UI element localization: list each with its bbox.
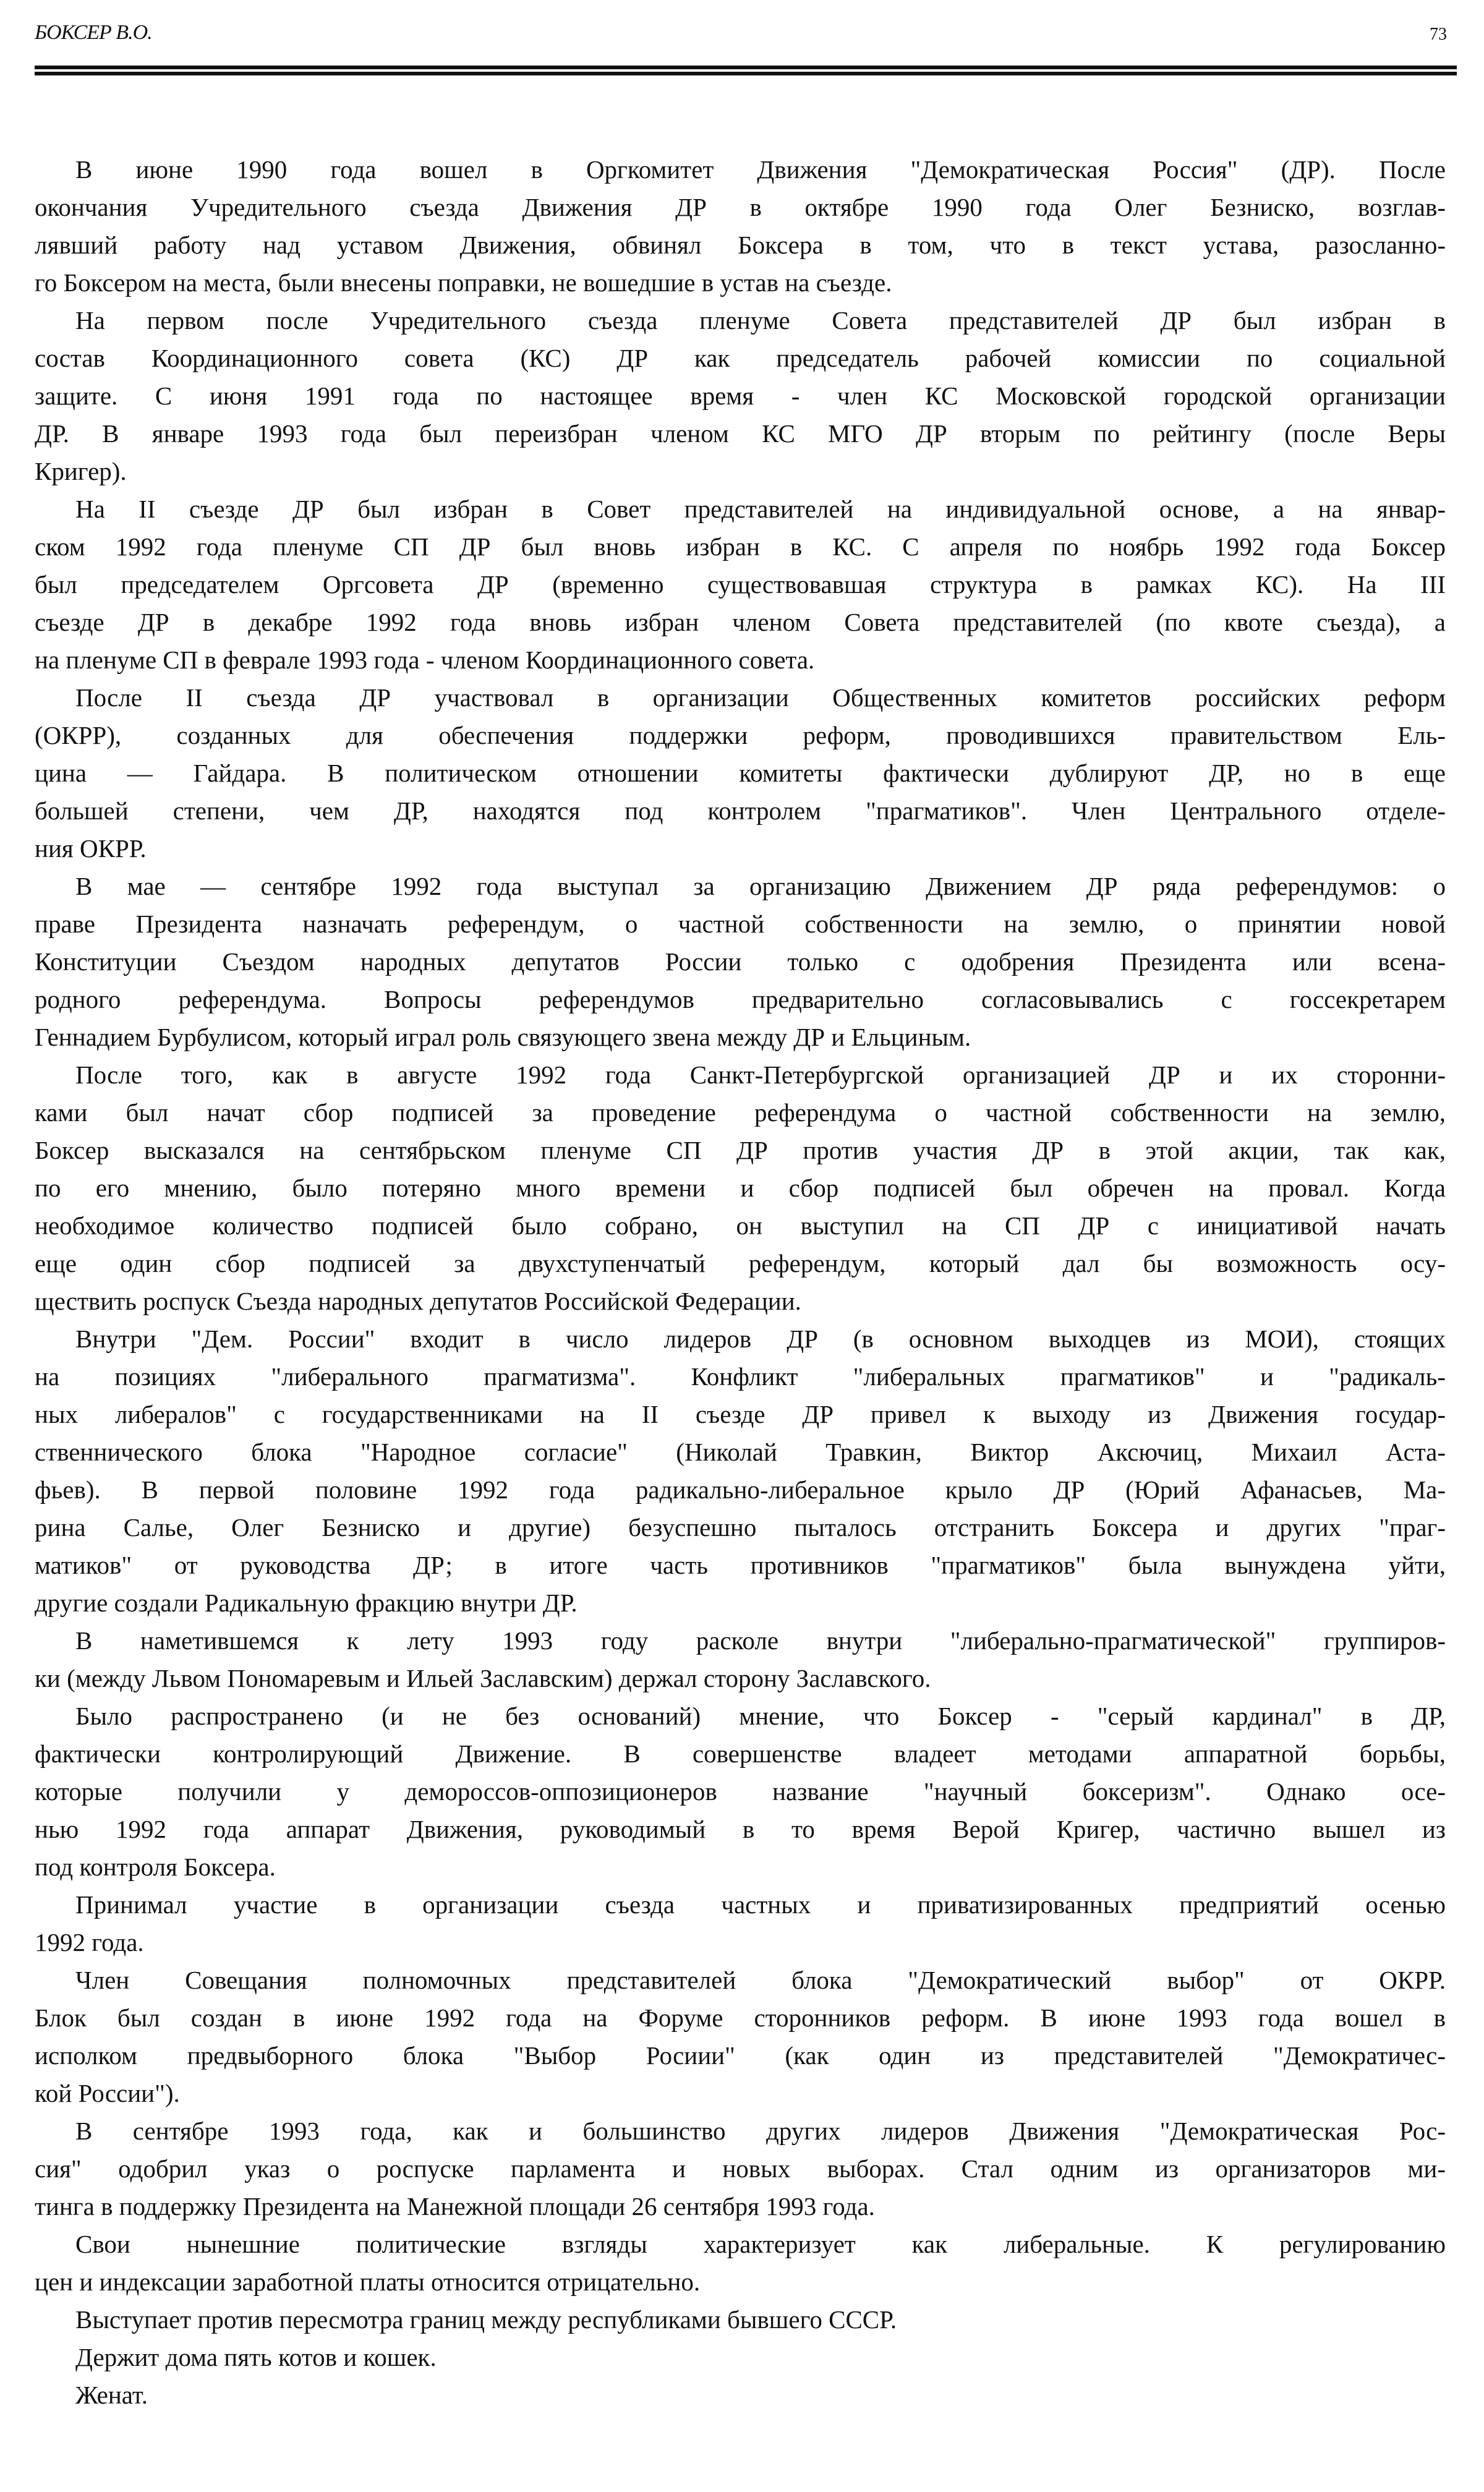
text-line: Боксер высказался на сентябрьском пленуме СП ДР против участия ДР в этой акции, так как, (35, 1136, 1446, 1164)
text-line: на пленуме СП в феврале 1993 года - членом Координационного совета. (35, 646, 815, 674)
text-line: После того, как в августе 1992 года Санкт-Петербургской организацией ДР и их сторонни- (75, 1060, 1446, 1089)
text-line: защите. С июня 1991 года по настоящее время - член КС Московской городской организации (35, 382, 1446, 410)
paragraph (35, 151, 1446, 302)
text-line: В сентябре 1993 года, как и большинство других лидеров Движения "Демократическая Рос- (75, 2117, 1446, 2145)
text-line: Геннадием Бурбулисом, который играл роль связующего звена между ДР и Ельциным. (35, 1023, 971, 1051)
text-line: Принимал участие в организации съезда частных и приватизированных предприятий осенью (75, 1890, 1446, 1919)
text-line: состав Координационного совета (КС) ДР как председатель рабочей комиссии по социальной (35, 344, 1446, 372)
text-line: В июне 1990 года вошел в Оргкомитет Движения "Демократическая Россия" (ДР). После (75, 155, 1446, 184)
text-line: фьев). В первой половине 1992 года радикально-либеральное крыло ДР (Юрий Афанасьев, Ма- (35, 1475, 1446, 1504)
text-line: (ОКРР), созданных для обеспечения поддержки реформ, проводившихся правительством Ель- (35, 721, 1446, 749)
text-line: Держит дома пять котов и кошек. (75, 2343, 437, 2371)
paragraph (35, 2112, 1446, 2225)
text-line: на позициях "либерального прагматизма". Конфликт "либеральных прагматиков" и "радикаль- (35, 1362, 1446, 1391)
paragraph (35, 1622, 1446, 1697)
text-line: другие создали Радикальную фракцию внутри ДР. (35, 1589, 578, 1617)
text-line: по его мнению, было потеряно много времени и сбор подписей был обречен на провал. Когда (35, 1174, 1446, 1202)
text-line: В наметившемся к лету 1993 году расколе внутри "либерально-прагматической" группиров- (75, 1626, 1446, 1655)
page-number: 73 (1430, 25, 1447, 44)
paragraph (35, 1961, 1446, 2112)
text-line: праве Президента назначать референдум, о частной собственности на землю, о принятии новой (35, 910, 1446, 938)
paragraph (35, 2225, 1446, 2301)
text-line: ственнического блока "Народное согласие" (Николай Травкин, Виктор Аксючиц, Михаил Аста- (35, 1438, 1446, 1466)
text-line: Было распространено (и не без оснований) мнение, что Боксер - "серый кардинал" в ДР, (75, 1702, 1446, 1730)
running-header-title: БОКСЕР В.О. (35, 21, 152, 44)
text-line: Женат. (75, 2381, 148, 2409)
text-line: ществить роспуск Съезда народных депутатов Российской Федерации. (35, 1287, 801, 1315)
paragraph (35, 2376, 1446, 2414)
text-line: Блок был создан в июне 1992 года на Форуме сторонников реформ. В июне 1993 года вошел в (35, 2003, 1446, 2032)
header-rule-top (35, 66, 1457, 69)
text-line: лявший работу над уставом Движения, обвинял Боксера в том, что в текст устава, разосланно- (35, 231, 1446, 259)
text-line: Член Совещания полномочных представителей блока "Демократический выбор" от ОКРР. (75, 1966, 1446, 1994)
text-line: ки (между Львом Пономаревым и Ильей Заславским) держал сторону Заславского. (35, 1664, 931, 1692)
paragraph (35, 1320, 1446, 1622)
text-line: ском 1992 года пленуме СП ДР был вновь избран в КС. С апреля по ноябрь 1992 года Боксер (35, 532, 1446, 561)
text-line: После II съезда ДР участвовал в организации Общественных комитетов российских реформ (75, 683, 1446, 712)
paragraph (35, 1056, 1446, 1320)
text-line: Внутри "Дем. России" входит в число лидеров ДР (в основном выходцев из МОИ), стоящих (75, 1325, 1446, 1353)
text-line: Конституции Съездом народных депутатов России только с одобрения Президента или всена- (35, 947, 1446, 976)
text-line: окончания Учредительного съезда Движения ДР в октябре 1990 года Олег Безниско, возглав- (35, 193, 1446, 221)
text-line: сия" одобрил указ о роспуске парламента и новых выборах. Стал одним из организаторов ми- (35, 2154, 1446, 2183)
paragraph (35, 2301, 1446, 2339)
text-line: рина Салье, Олег Безниско и другие) безуспешно пыталось отстранить Боксера и других "праг- (35, 1513, 1446, 1542)
text-line: родного референдума. Вопросы референдумов предварительно согласовывались с госсекретарем (35, 985, 1446, 1013)
text-line: В мае — сентябре 1992 года выступал за организацию Движением ДР ряда референдумов: о (75, 872, 1446, 900)
text-line: съезде ДР в декабре 1992 года вновь избран членом Совета представителей (по квоте съезда), а (35, 608, 1446, 636)
document-body (35, 151, 1446, 2414)
text-line: ния ОКРР. (35, 834, 147, 863)
paragraph (35, 1886, 1446, 1961)
text-line: ных либералов" с государственниками на II съезде ДР привел к выходу из Движения государ- (35, 1400, 1446, 1428)
text-line: матиков" от руководства ДР; в итоге часть противников "прагматиков" была вынуждена уйти, (35, 1551, 1446, 1579)
paragraph (35, 868, 1446, 1056)
text-line: исполком предвыборного блока "Выбор Росиии" (как один из представителей "Демократичес- (35, 2041, 1446, 2070)
text-line: На II съезде ДР был избран в Совет представителей на индивидуальной основе, а на январ- (75, 495, 1446, 523)
text-line: цен и индексации заработной платы относится отрицательно. (35, 2268, 701, 2296)
text-line: На первом после Учредительного съезда пленуме Совета представителей ДР был избран в (75, 306, 1446, 335)
paragraph (35, 302, 1446, 490)
text-line: Свои нынешние политические взгляды характеризует как либеральные. К регулированию (75, 2230, 1446, 2258)
text-line: под контроля Боксера. (35, 1853, 276, 1881)
text-line: большей степени, чем ДР, находятся под контролем "прагматиков". Член Центрального отделе- (35, 796, 1446, 825)
text-line: ДР. В январе 1993 года был переизбран членом КС МГО ДР вторым по рейтингу (после Веры (35, 419, 1446, 448)
paragraph (35, 490, 1446, 679)
paragraph (35, 2339, 1446, 2376)
text-line: Кригер). (35, 457, 127, 485)
text-line: ками был начат сбор подписей за проведение референдума о частной собственности на землю, (35, 1098, 1446, 1127)
text-line: го Боксером на места, были внесены поправки, не вошедшие в устав на съезде. (35, 268, 892, 297)
text-line: еще один сбор подписей за двухступенчатый референдум, который дал бы возможность осу- (35, 1249, 1446, 1278)
text-line: Выступает против пересмотра границ между республиками бывшего СССР. (75, 2305, 897, 2334)
paragraph (35, 1697, 1446, 1886)
text-line: нью 1992 года аппарат Движения, руководимый в то время Верой Кригер, частично вышел из (35, 1815, 1446, 1843)
paragraph (35, 679, 1446, 868)
text-line: кой России"). (35, 2079, 180, 2107)
text-line: 1992 года. (35, 1928, 144, 1956)
text-line: необходимое количество подписей было собрано, он выступил на СП ДР с инициативой начать (35, 1211, 1446, 1240)
text-line: был председателем Оргсовета ДР (временно существовавшая структура в рамках КС). На III (35, 570, 1446, 599)
text-line: фактически контролирующий Движение. В совершенстве владеет методами аппаратной борьбы, (35, 1739, 1446, 1768)
text-line: которые получили у демороссов-оппозиционеров название "научный боксеризм". Однако осе- (35, 1777, 1446, 1806)
text-line: цина — Гайдара. В политическом отношении комитеты фактически дублируют ДР, но в еще (35, 759, 1446, 787)
header-rule-bottom (35, 72, 1457, 75)
text-line: тинга в поддержку Президента на Манежной площади 26 сентября 1993 года. (35, 2192, 875, 2221)
